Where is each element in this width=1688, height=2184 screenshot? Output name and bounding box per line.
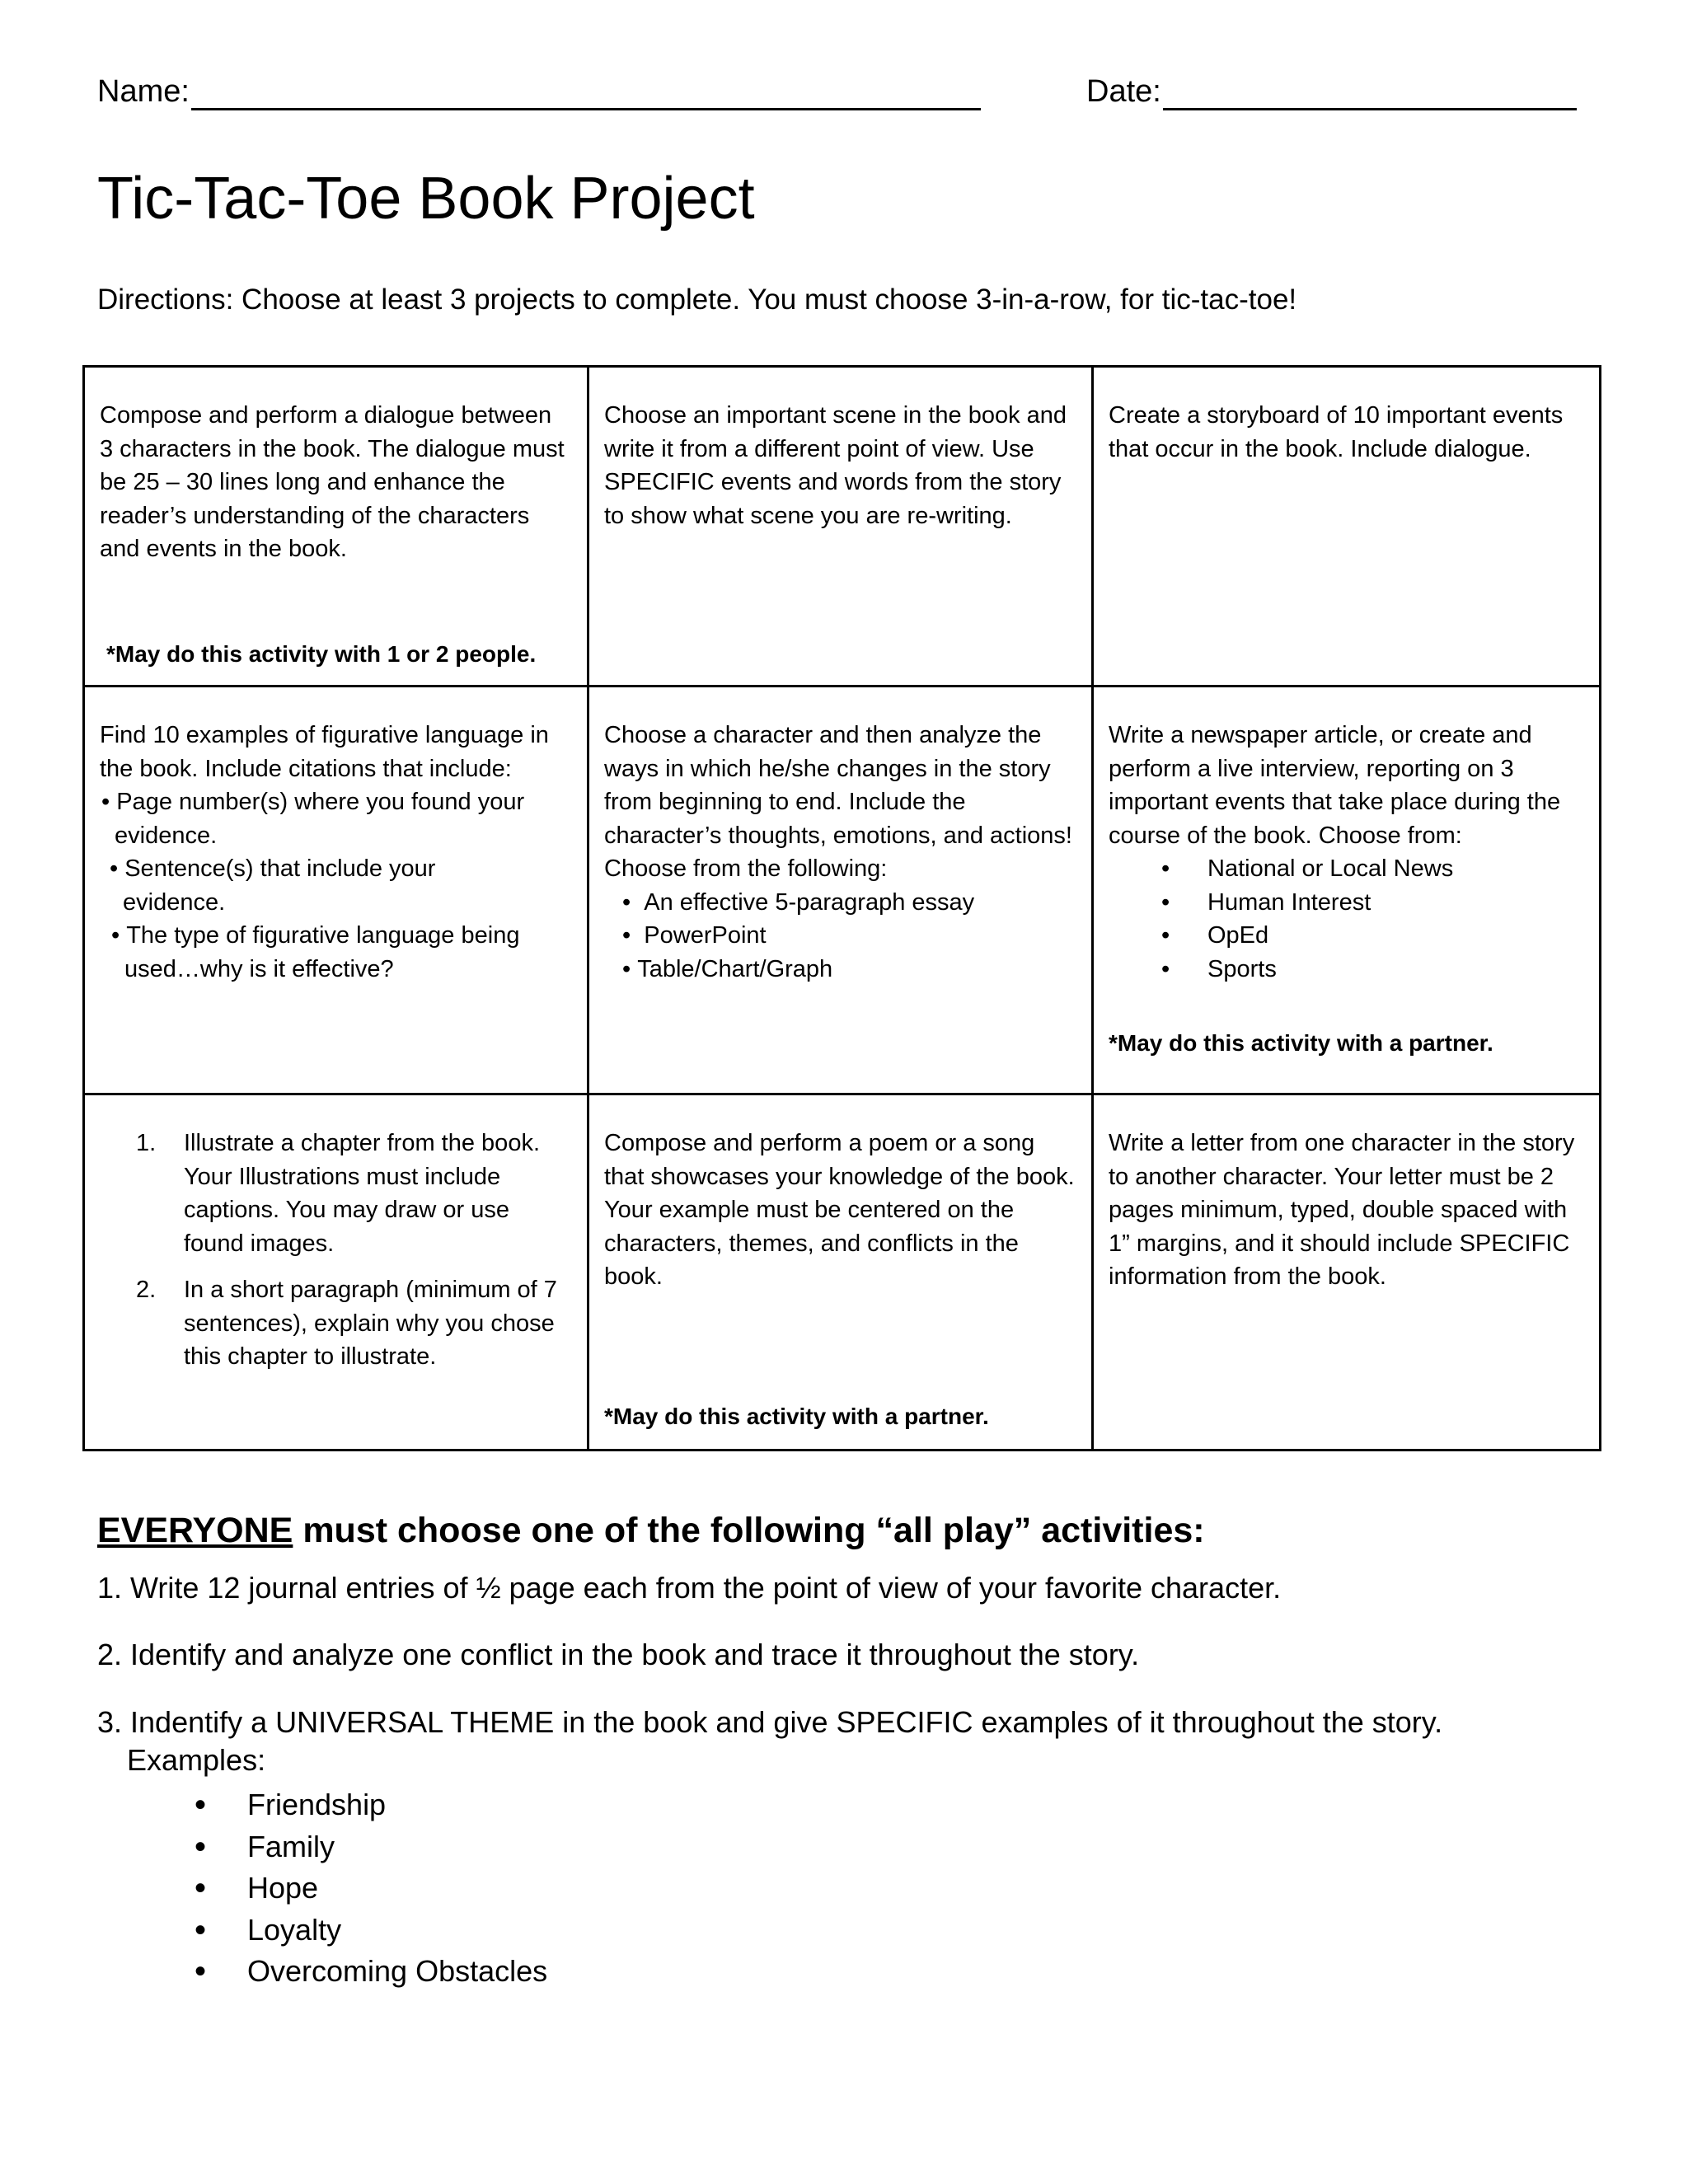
cell-content — [1109, 719, 1587, 986]
grid-cell-r3c2 — [588, 1094, 1093, 1451]
list-item: • PowerPoint — [622, 922, 767, 949]
all-play-heading — [97, 1508, 1205, 1553]
grid-cell-r1c3 — [1093, 367, 1601, 687]
list-item: • Table/Chart/Graph — [622, 955, 833, 982]
all-play-heading-emphasis: EVERYONE — [97, 1511, 293, 1550]
all-play-item-1: 1. Write 12 journal entries of ½ page each from the point of view of your favorite character. — [97, 1571, 1282, 1605]
list-item: • OpEd — [1161, 922, 1269, 949]
cell-bullet-list — [1109, 852, 1587, 986]
all-play-heading-text: must choose one of the following “all play” activities: — [293, 1511, 1205, 1550]
directions-text: Directions: Choose at least 3 projects to complete. You must choose 3-in-a-row, for tic-tac-toe! — [97, 284, 1297, 316]
grid-cell-r3c3 — [1093, 1094, 1601, 1451]
date-field[interactable] — [1086, 73, 1577, 110]
list-item: • National or Local News — [1161, 855, 1454, 882]
cell-note: *May do this activity with 1 or 2 people. — [106, 641, 537, 667]
cell-text: Write a letter from one character in the story to another character. Your letter must be 2 pages minimum, typed, double spaced with 1” margins, and it should include SPECIFIC information from the book. — [1109, 1130, 1575, 1290]
examples-list — [195, 1784, 547, 1993]
list-item: • Family — [195, 1826, 547, 1868]
list-item: 2. In a short paragraph (minimum of 7 sentences), explain why you chose this chapter to illustrate. — [136, 1277, 557, 1370]
date-label: Date: — [1086, 74, 1161, 109]
cell-text: Create a storyboard of 10 important events that occur in the book. Include dialogue. — [1109, 402, 1564, 462]
name-label: Name: — [97, 74, 190, 109]
grid-cell-r1c2 — [588, 367, 1093, 687]
list-item: • Sentence(s) that include your evidence. — [110, 855, 436, 916]
cell-text: Compose and perform a dialogue between 3 characters in the book. The dialogue must be 25 – 30 lines long and enhance the reader’s understanding of the characters and events in the book. — [100, 402, 565, 562]
name-field[interactable] — [97, 73, 981, 110]
grid-cell-r3c1 — [84, 1094, 588, 1451]
page-title: Tic-Tac-Toe Book Project — [97, 166, 755, 232]
list-item: • An effective 5-paragraph essay — [622, 888, 975, 916]
grid-cell-r2c1 — [84, 687, 588, 1094]
list-item: 1. Illustrate a chapter from the book. Your Illustrations must include captions. You may draw or use found images. — [136, 1130, 540, 1257]
grid-cell-r2c2 — [588, 687, 1093, 1094]
cell-text: Choose a character and then analyze the ways in which he/she changes in the story from beginning to end. Include the character’s thoughts, emotions, and actions! Choose from the following: — [604, 722, 1072, 882]
cell-bullet-list — [100, 785, 575, 986]
cell-text: Choose an important scene in the book and write it from a different point of view. Use SPECIFIC events and words from the story to show what scene you are re-writing. — [604, 402, 1067, 529]
grid-cell-r1c1 — [84, 367, 588, 687]
list-item: • Hope — [195, 1868, 547, 1910]
list-item: • Friendship — [195, 1784, 547, 1826]
cell-text: Compose and perform a poem or a song that showcases your knowledge of the book. Your example must be centered on the characters, themes, and conflicts in the book. — [604, 1130, 1075, 1290]
all-play-item-3: 3. Indentify a UNIVERSAL THEME in the book and give SPECIFIC examples of it throughout the story. — [97, 1705, 1443, 1739]
list-item: • The type of figurative language being used…why is it effective? — [111, 922, 520, 982]
list-item: • Page number(s) where you found your evidence. — [101, 789, 525, 849]
list-item: • Overcoming Obstacles — [195, 1951, 547, 1993]
list-item: • Loyalty — [195, 1910, 547, 1952]
cell-bullet-list — [604, 886, 1080, 987]
tic-tac-toe-grid — [82, 365, 1601, 1451]
cell-content — [604, 719, 1080, 986]
cell-content — [85, 1127, 565, 1374]
cell-note: *May do this activity with a partner. — [1109, 1030, 1493, 1056]
name-line[interactable] — [191, 78, 981, 110]
cell-text: Write a newspaper article, or create and perform a live interview, reporting on 3 important events that take place during the course of the book. Choose from: — [1109, 722, 1561, 849]
cell-text: Find 10 examples of figurative language in the book. Include citations that include: — [100, 722, 549, 782]
list-item: • Human Interest — [1161, 888, 1372, 916]
cell-note: *May do this activity with a partner. — [604, 1404, 989, 1429]
cell-content — [100, 719, 575, 986]
examples-label: Examples: — [127, 1743, 266, 1777]
all-play-item-2: 2. Identify and analyze one conflict in the book and trace it throughout the story. — [97, 1638, 1140, 1671]
grid-cell-r2c3 — [1093, 687, 1601, 1094]
date-line[interactable] — [1163, 78, 1577, 110]
list-item: • Sports — [1161, 955, 1277, 982]
cell-numbered-list — [85, 1127, 565, 1374]
